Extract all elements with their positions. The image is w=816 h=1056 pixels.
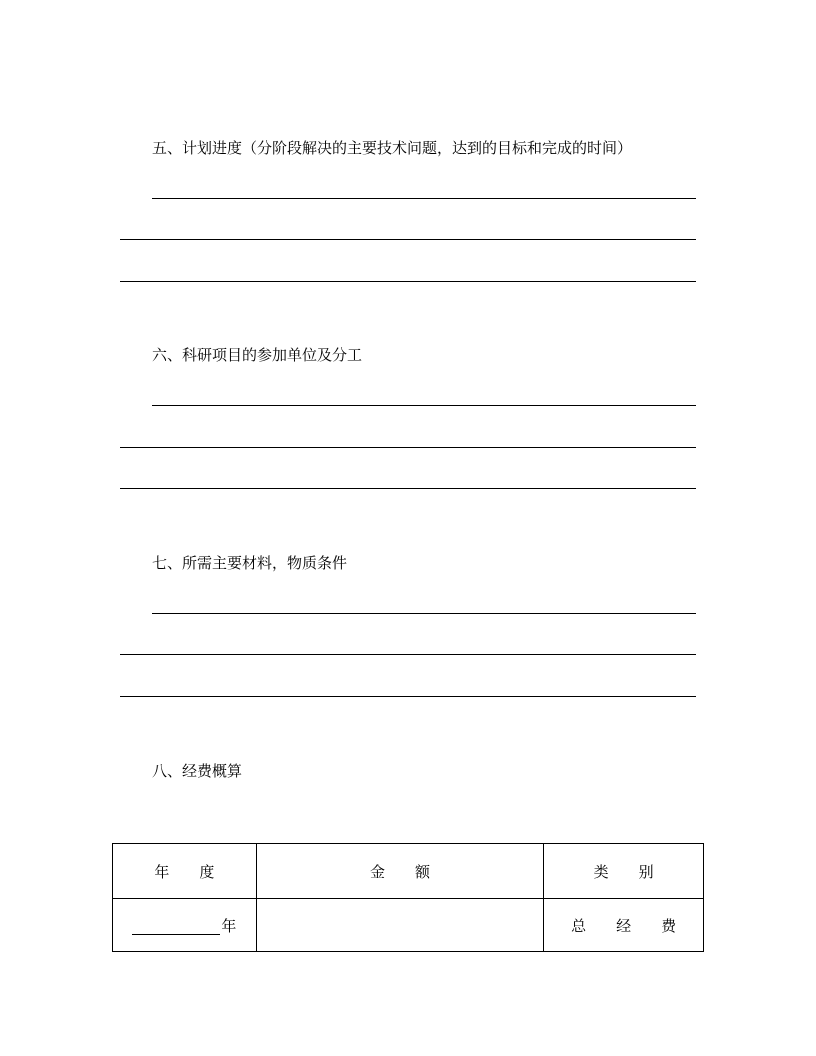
fill-line[interactable] (152, 198, 696, 199)
fill-line[interactable] (120, 696, 696, 697)
fill-line[interactable] (152, 405, 696, 406)
section-8-heading: 八、经费概算 (152, 762, 243, 780)
year-blank-field[interactable] (132, 934, 220, 935)
fill-line[interactable] (152, 613, 696, 614)
section-7-heading: 七、所需主要材料，物质条件 (152, 554, 348, 572)
table-header-row (113, 844, 704, 899)
header-category: 类 别 (544, 844, 704, 899)
fill-line[interactable] (120, 654, 696, 655)
table-row (113, 899, 704, 952)
fill-line[interactable] (120, 488, 696, 489)
header-year: 年 度 (113, 844, 257, 899)
fill-line[interactable] (120, 239, 696, 240)
fill-line[interactable] (120, 281, 696, 282)
budget-table (112, 843, 704, 952)
year-cell[interactable] (113, 899, 257, 952)
header-amount: 金 额 (256, 844, 543, 899)
section-6-heading: 六、科研项目的参加单位及分工 (152, 346, 363, 364)
year-suffix: 年 (221, 916, 237, 935)
section-5-heading: 五、计划进度（分阶段解决的主要技术问题，达到的目标和完成的时间） (152, 139, 633, 157)
category-cell: 总 经 费 (544, 899, 704, 952)
fill-line[interactable] (120, 447, 696, 448)
amount-cell[interactable] (256, 899, 543, 952)
